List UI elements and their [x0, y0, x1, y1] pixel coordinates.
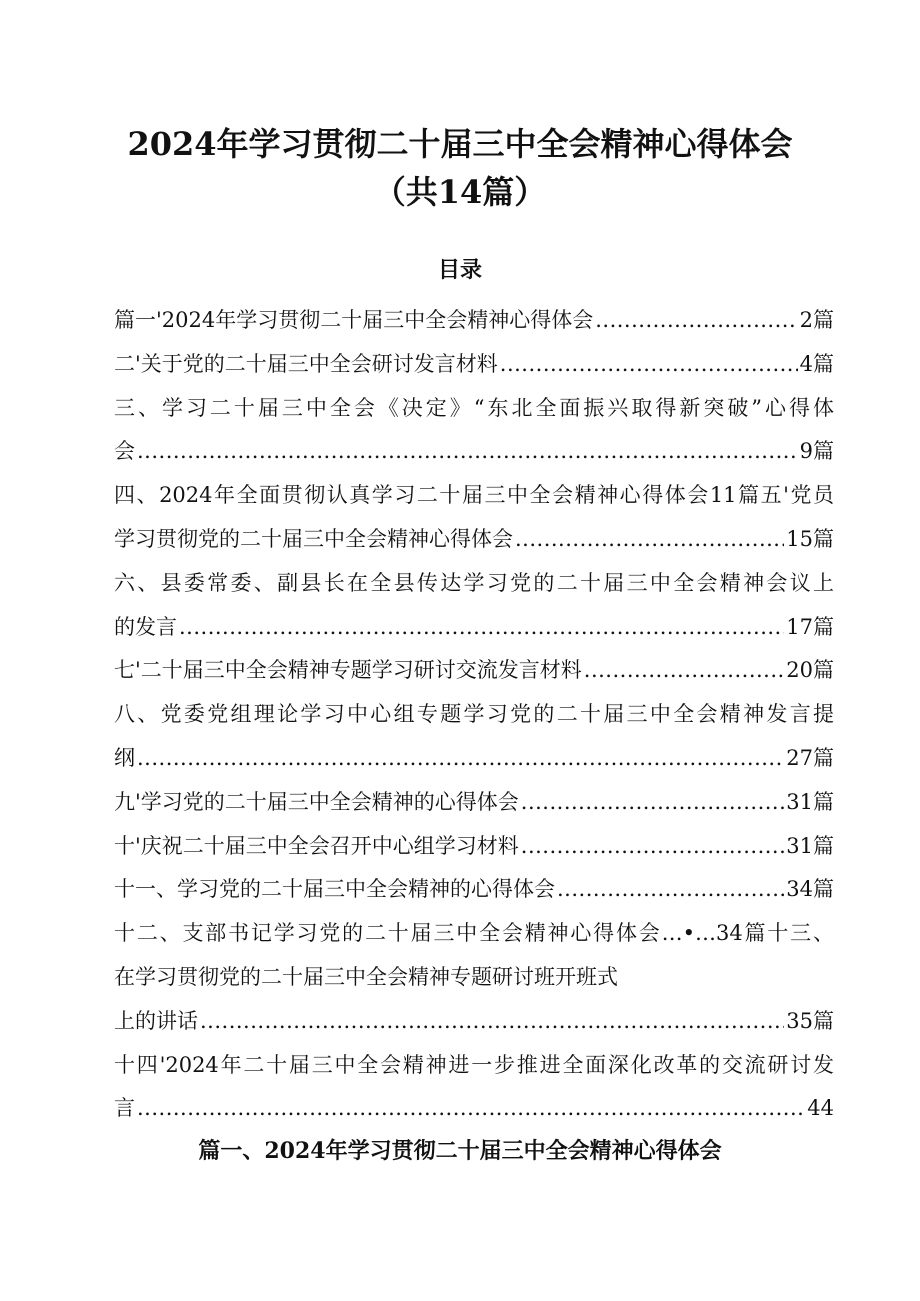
toc-line[interactable] [114, 1000, 834, 1044]
toc-leader-dots [179, 606, 784, 650]
toc-line[interactable] [114, 781, 834, 825]
toc-page-number: 9篇 [799, 439, 834, 464]
toc-line[interactable] [114, 606, 834, 650]
toc-line[interactable] [114, 649, 834, 693]
toc-leader-dots [557, 868, 784, 912]
toc-line[interactable] [114, 474, 834, 518]
toc-leader-dots [515, 518, 784, 562]
toc-page-number: 34篇 [786, 877, 834, 902]
toc-page-number: 20篇 [786, 658, 834, 683]
toc-leader-dots [200, 1000, 784, 1044]
toc-line[interactable] [114, 825, 834, 869]
document-title-line-1: 2024年学习贯彻二十届三中全会精神心得体会 [127, 125, 793, 163]
toc-entry-text: 四、2024年全面贯彻认真学习二十届三中全会精神心得体会11篇五'党员 [114, 483, 834, 508]
toc-entry-text: 九'学习党的二十届三中全会精神的心得体会 [114, 789, 519, 814]
toc-page-number: 15篇 [786, 526, 834, 551]
toc-leader-dots [595, 299, 797, 343]
toc-page-number: 17篇 [786, 614, 834, 639]
toc-line[interactable] [114, 562, 834, 606]
toc-page-number: 27篇 [786, 745, 834, 770]
toc-line[interactable] [114, 912, 834, 956]
toc-entry-text: 十'庆祝二十届三中全会召开中心组学习材料 [114, 833, 519, 858]
toc-entry-text: 的发言 [114, 614, 177, 639]
toc-line[interactable] [114, 956, 834, 1000]
section-heading: 篇一、2024年学习贯彻二十届三中全会精神心得体会 [198, 1138, 722, 1164]
toc-page-number: 4篇 [799, 351, 834, 376]
toc-entry-text: 在学习贯彻党的二十届三中全会精神专题研讨班开班式 [114, 964, 618, 989]
toc-leader-dots [500, 343, 798, 387]
toc-entry-text: 上的讲话 [114, 1008, 198, 1033]
toc-leader-dots [584, 649, 784, 693]
toc-line[interactable] [114, 1044, 834, 1088]
document-title-line-2: （共14篇） [373, 173, 547, 211]
toc-entry-text: 言 [114, 1096, 135, 1121]
toc-line[interactable] [114, 693, 834, 737]
toc-leader-dots [521, 825, 784, 869]
toc-line[interactable] [114, 343, 834, 387]
toc-leader-dots [137, 1087, 805, 1131]
toc-leader-dots [137, 737, 784, 781]
toc-heading: 目录 [437, 257, 482, 283]
toc-entry-text: 十一、学习党的二十届三中全会精神的心得体会 [114, 877, 555, 902]
toc-line[interactable] [114, 737, 834, 781]
toc-line[interactable] [114, 518, 834, 562]
toc-entry-text: 会 [114, 439, 135, 464]
toc-page-number: 44 [807, 1096, 834, 1121]
toc-entry-text: 篇一'2024年学习贯彻二十届三中全会精神心得体会 [114, 308, 594, 332]
toc-entry-text: 十四'2024年二十届三中全会精神进一步推进全面深化改革的交流研讨发 [114, 1052, 834, 1077]
toc-page-number: 31篇 [786, 833, 834, 858]
toc-entry-text: 纲 [114, 745, 135, 770]
toc-entry-text: 八、党委党组理论学习中心组专题学习党的二十届三中全会精神发言提 [114, 702, 834, 727]
toc-page-number: 35篇 [786, 1008, 834, 1033]
table-of-contents [114, 299, 834, 1131]
toc-entry-text: 学习贯彻党的二十届三中全会精神心得体会 [114, 526, 513, 551]
toc-entry-text: 十二、支部书记学习党的二十届三中全会精神心得体会…•…34篇十三、 [114, 921, 834, 946]
toc-entry-text: 三、学习二十届三中全会《决定》“东北全面振兴取得新突破”心得体 [114, 395, 834, 420]
toc-entry-text: 二'关于党的二十届三中全会研讨发言材料 [114, 351, 498, 376]
toc-line[interactable] [114, 387, 834, 431]
toc-leader-dots [137, 430, 798, 474]
toc-page-number: 31篇 [786, 789, 834, 814]
toc-line[interactable] [114, 1087, 834, 1131]
toc-line[interactable] [114, 868, 834, 912]
toc-line[interactable] [114, 299, 834, 343]
toc-entry-text: 六、县委常委、副县长在全县传达学习党的二十届三中全会精神会议上 [114, 570, 834, 595]
toc-leader-dots [521, 781, 784, 825]
toc-page-number: 2篇 [799, 308, 834, 332]
toc-entry-text: 七'二十届三中全会精神专题学习研讨交流发言材料 [114, 658, 582, 683]
toc-line[interactable] [114, 430, 834, 474]
